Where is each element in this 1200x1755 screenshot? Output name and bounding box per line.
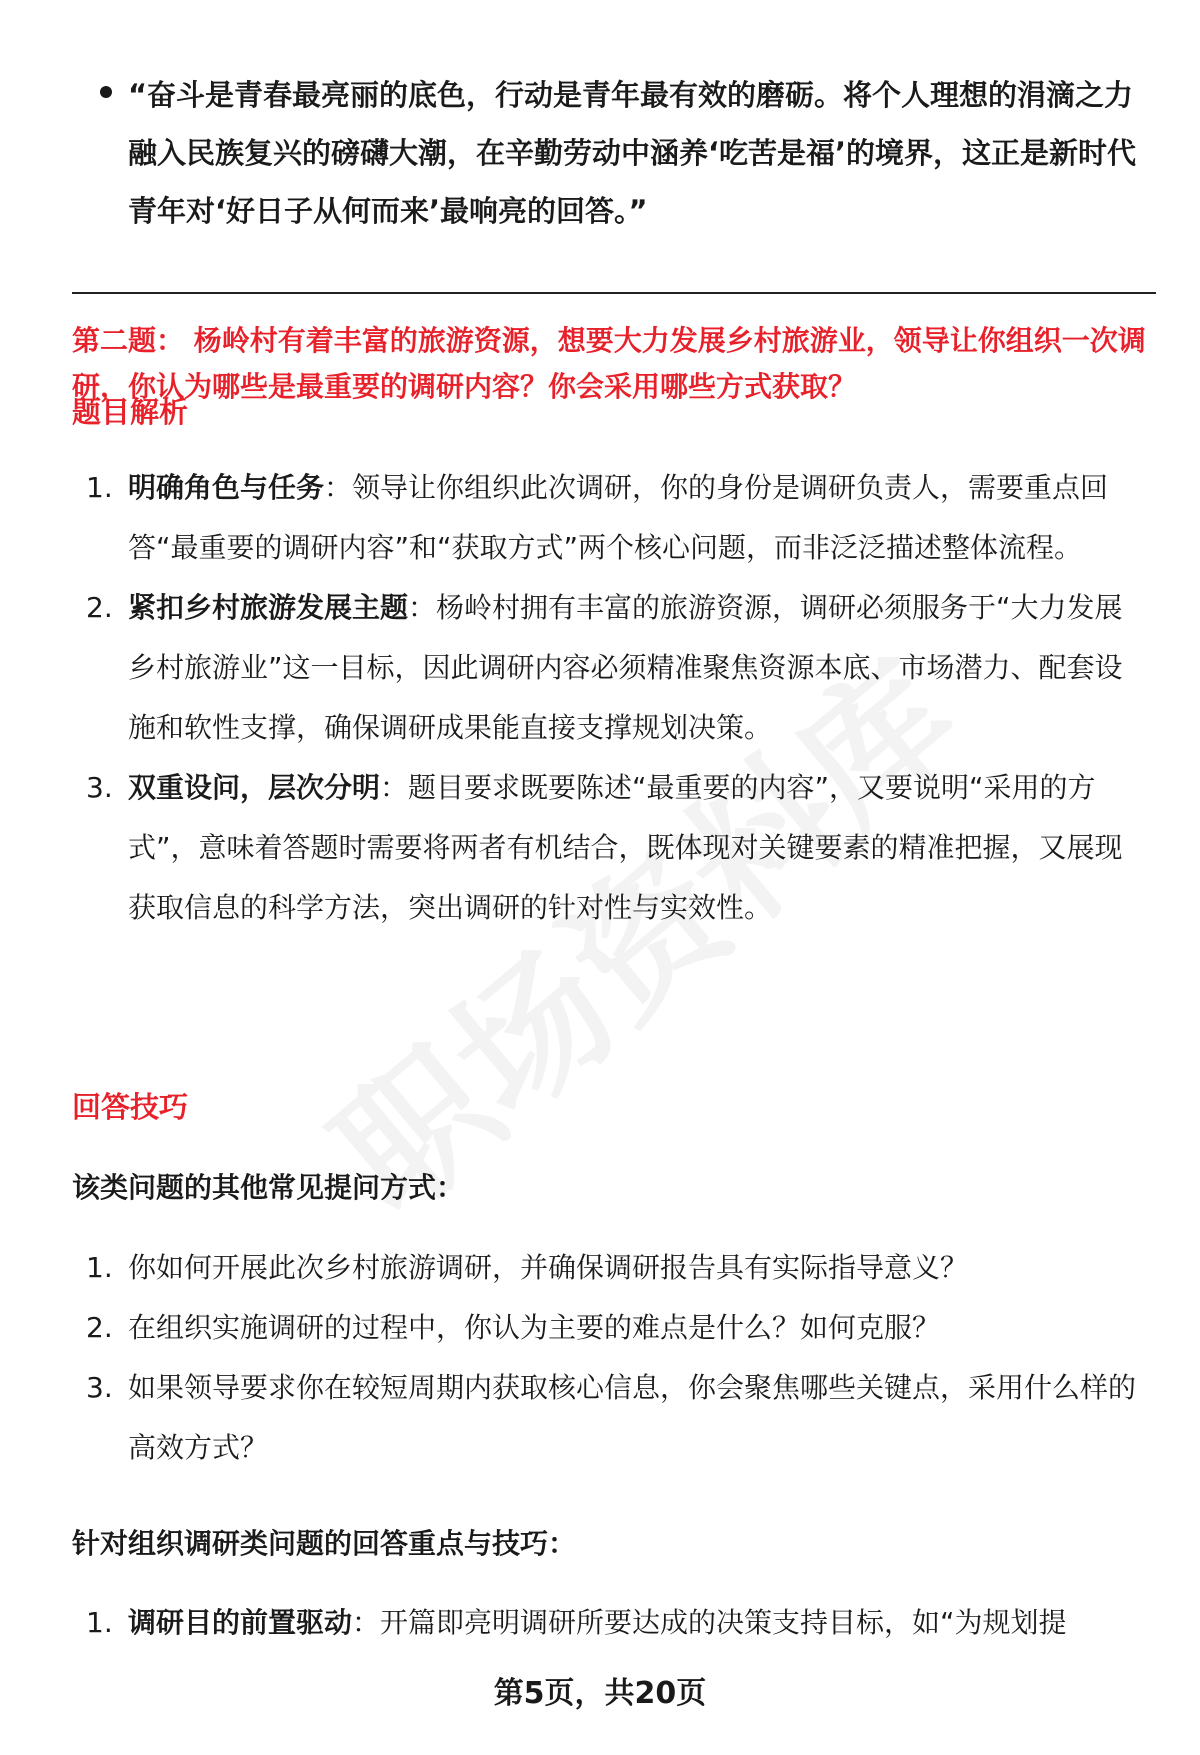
item-text: 如果领导要求你在较短周期内获取核心信息，你会聚焦哪些关键点，采用什么样的高效方式？: [128, 1371, 1137, 1464]
item-colon: ：: [380, 771, 409, 804]
list-item: [72, 1238, 1142, 1298]
other-forms-list: [72, 1238, 1142, 1478]
list-number: 2.: [86, 591, 113, 624]
item-lead: 双重设问，层次分明: [128, 771, 381, 804]
question-text: 杨岭村有着丰富的旅游资源，想要大力发展乡村旅游业，领导让你组织一次调研，你认为哪些是最重要的调研内容？你会采用哪些方式获取？: [72, 324, 1146, 403]
quote-bullet-item: [100, 66, 1140, 240]
list-item: [72, 1358, 1142, 1478]
item-colon: ：: [352, 1606, 381, 1639]
analysis-item: [72, 458, 1142, 578]
key-points-list: [72, 1593, 1142, 1653]
list-item: [72, 1593, 1142, 1653]
question-label: 第二题：: [72, 324, 185, 357]
item-text: 开篇即亮明调研所要达成的决策支持目标，如“为规划提: [380, 1606, 1067, 1639]
item-text: 领导让你组织此次调研，你的身份是调研负责人，需要重点回答“最重要的调研内容”和“获取方式”两个核心问题，而非泛泛描述整体流程。: [128, 471, 1109, 564]
key-points-heading: 针对组织调研类问题的回答重点与技巧：: [72, 1527, 577, 1560]
list-number: 3.: [86, 1371, 113, 1404]
question-title: [72, 318, 1162, 410]
analysis-list: [72, 458, 1142, 938]
list-number: 2.: [86, 1311, 113, 1344]
item-text: 你如何开展此次乡村旅游调研，并确保调研报告具有实际指导意义？: [128, 1251, 969, 1284]
list-number: 1.: [86, 1251, 113, 1284]
page-number: 第5页，共20页: [493, 1676, 707, 1711]
item-text: 题目要求既要陈述“最重要的内容”，又要说明“采用的方式”，意味着答题时需要将两者有机结合，既体现对关键要素的精准把握，又展现获取信息的科学方法，突出调研的针对性与实效性。: [128, 771, 1123, 924]
item-text: 在组织实施调研的过程中，你认为主要的难点是什么？如何克服？: [128, 1311, 941, 1344]
item-lead: 紧扣乡村旅游发展主题: [128, 591, 409, 624]
bullet-dot-icon: [100, 86, 112, 98]
item-colon: ：: [408, 591, 437, 624]
other-forms-heading: 该类问题的其他常见提问方式：: [72, 1171, 465, 1204]
quote-text: “奋斗是青春最亮丽的底色，行动是青年最有效的磨砺。将个人理想的涓滴之力融入民族复兴的磅礴大潮，在辛勤劳动中涵养‘吃苦是福’的境界，这正是新时代青年对‘好日子从何而来’最响亮的回答。”: [128, 78, 1137, 228]
analysis-item: [72, 758, 1142, 938]
analysis-item: [72, 578, 1142, 758]
list-item: [72, 1298, 1142, 1358]
item-lead: 明确角色与任务: [128, 471, 325, 504]
list-number: 3.: [86, 771, 113, 804]
list-number: 1.: [86, 1606, 113, 1639]
section-divider: [72, 292, 1156, 294]
item-text: 杨岭村拥有丰富的旅游资源，调研必须服务于“大力发展乡村旅游业”这一目标，因此调研内容必须精准聚焦资源本底、市场潜力、配套设施和软性支撑，确保调研成果能直接支撑规划决策。: [128, 591, 1123, 744]
analysis-heading: 题目解析: [72, 395, 189, 429]
item-colon: ：: [324, 471, 353, 504]
item-lead: 调研目的前置驱动: [128, 1606, 353, 1639]
tips-heading: 回答技巧: [72, 1090, 189, 1124]
list-number: 1.: [86, 471, 113, 504]
